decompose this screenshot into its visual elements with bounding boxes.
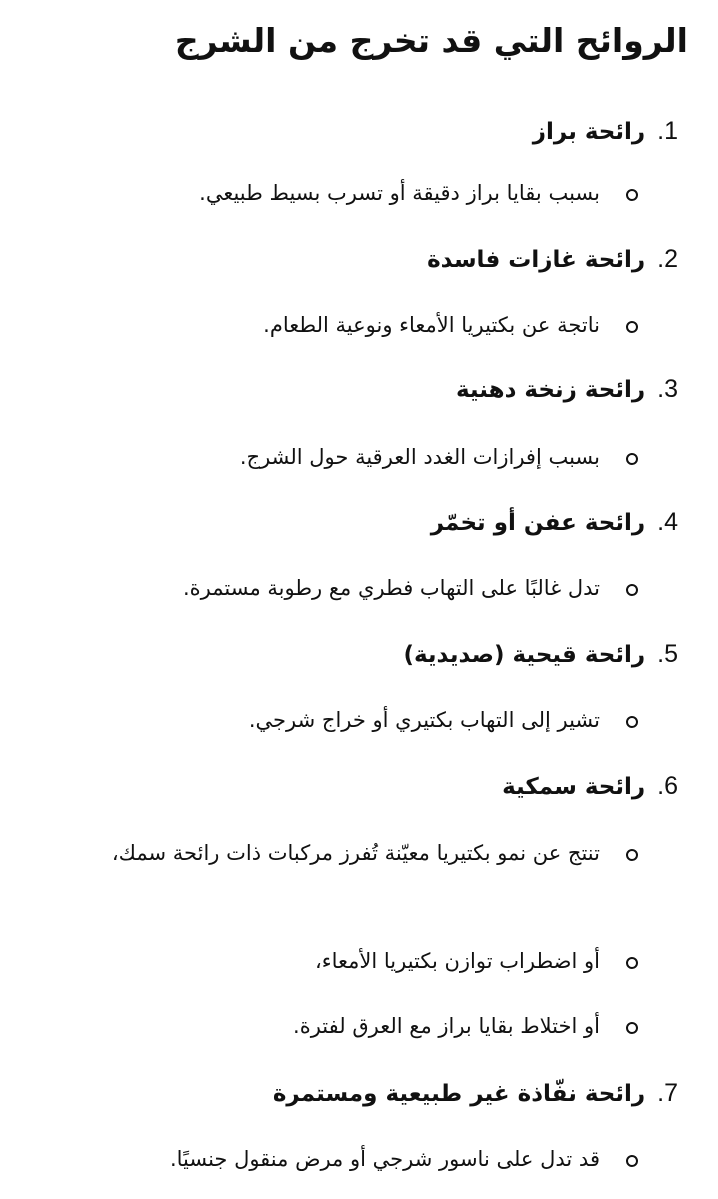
list-item <box>40 1136 638 1182</box>
hollow-bullet-icon <box>626 716 638 728</box>
list-item-text: أو اختلاط بقايا براز مع العرق لفترة. <box>293 1014 600 1038</box>
section-heading-text: رائحة براز <box>532 119 646 145</box>
section-heading-text: رائحة قيحية (صديدية) <box>403 642 646 668</box>
section-heading-5 <box>403 638 678 671</box>
list-item <box>40 565 638 611</box>
section-heading-7 <box>273 1077 678 1110</box>
section-number: 5. <box>657 640 678 668</box>
section-heading-1 <box>533 115 678 148</box>
hollow-bullet-icon <box>626 321 638 333</box>
section-number: 3. <box>657 375 678 403</box>
list-item <box>40 1003 638 1049</box>
hollow-bullet-icon <box>626 957 638 969</box>
list-item <box>40 434 638 480</box>
list-item <box>40 830 638 876</box>
section-heading-3 <box>456 373 678 406</box>
list-item-text: قد تدل على ناسور شرجي أو مرض منقول جنسيًا. <box>169 1147 600 1171</box>
section-number: 6. <box>657 772 678 800</box>
list-item-text: تشير إلى التهاب بكتيري أو خراج شرجي. <box>248 708 600 732</box>
section-heading-text: رائحة زنخة دهنية <box>455 377 646 403</box>
list-item <box>40 170 638 216</box>
list-item-text: تنتج عن نمو بكتيريا معيّنة تُفرز مركبات ذات رائحة سمك، <box>111 841 600 865</box>
list-item-text: تدل غالبًا على التهاب فطري مع رطوبة مستمرة. <box>182 576 600 600</box>
page-title: الروائح التي قد تخرج من الشرج <box>174 21 688 60</box>
hollow-bullet-icon <box>626 849 638 861</box>
section-number: 4. <box>657 508 678 536</box>
list-item-text: بسبب إفرازات الغدد العرقية حول الشرج. <box>239 445 600 469</box>
hollow-bullet-icon <box>626 189 638 201</box>
hollow-bullet-icon <box>626 1155 638 1167</box>
section-heading-text: رائحة نفّاذة غير طبيعية ومستمرة <box>272 1081 646 1107</box>
hollow-bullet-icon <box>626 584 638 596</box>
section-heading-6 <box>502 770 678 803</box>
list-item-text: بسبب بقايا براز دقيقة أو تسرب بسيط طبيعي. <box>199 181 600 205</box>
list-item-text: أو اضطراب توازن بكتيريا الأمعاء، <box>314 949 600 973</box>
hollow-bullet-icon <box>626 1022 638 1034</box>
section-number: 1. <box>657 117 678 145</box>
list-item <box>40 938 638 984</box>
list-item <box>40 697 638 743</box>
section-heading-2 <box>427 243 678 276</box>
hollow-bullet-icon <box>626 453 638 465</box>
section-number: 2. <box>657 245 678 273</box>
section-heading-4 <box>431 506 678 539</box>
list-item-text: ناتجة عن بكتيريا الأمعاء ونوعية الطعام. <box>263 313 600 337</box>
section-heading-text: رائحة سمكية <box>502 774 646 800</box>
section-number: 7. <box>657 1079 678 1107</box>
list-item <box>40 302 638 348</box>
section-heading-text: رائحة عفن أو تخمّر <box>430 510 646 536</box>
section-heading-text: رائحة غازات فاسدة <box>427 247 646 273</box>
